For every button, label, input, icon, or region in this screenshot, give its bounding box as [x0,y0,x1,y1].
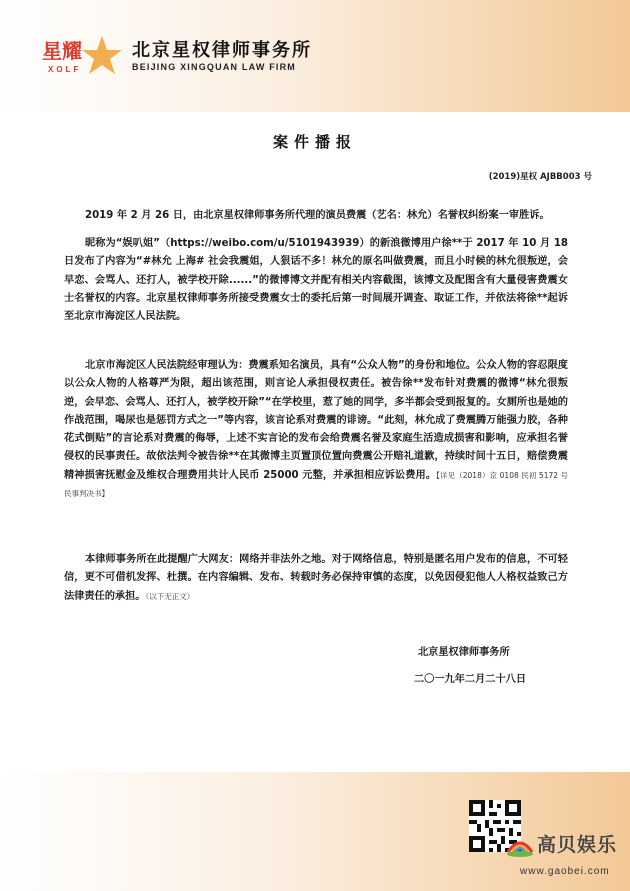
paragraph-text: 本律师事务所在此提醒广大网友：网络并非法外之地。对于网络信息，特别是匿名用户发布的信息，不可轻信，更不可借机发挥、杜撰。在内容编辑、发布、转载时务必保持审慎的态度，以免因侵犯他人人格权益致己方法律责任的承担。 [64,554,568,602]
paragraph-text: 昵称为“娱叭姐”（https://weibo.com/u/5101943939）的新浪微博用户徐**于 2017 年 10 月 18 日发布了内容为“#林允 上海# 社会我震姐，人狠话不多！林允的原名叫做费震，而且小时候的林允很叛逆，会早恋、会骂人、还打人，被学校开除......”的微博博文并配有相关内容截图，该博文及配图含有大量侵害费震女士名誉权的内容。北京星权律师事务所接受费震女士的委托后第一时间展开调查、取证工作，并依法将徐**起诉至北京市海淀区人民法院。 [64,238,568,323]
logo-text: 星耀 [42,39,82,63]
logo-subtext: XOLF [48,65,82,74]
firm-logo [40,34,124,78]
paragraph-summary [64,207,568,225]
paragraph-text: 2019 年 2 月 26 日，由北京星权律师事务所代理的演员费震（艺名：林允）名誉权纠纷案一审胜诉。 [85,210,550,221]
watermark-logo-icon [505,832,535,858]
firm-name: 北京星权律师事务所 [132,40,312,61]
paragraph-judgment [64,357,568,503]
paragraph-text: 北京市海淀区人民法院经审理认为：费震系知名演员，具有“公众人物”的身份和地位。公众人物的容忍限度以公众人物的人格尊严为限，超出该范围，则言论人承担侵权责任。被告徐**发布针对费震的微博“林允很叛逆，会早恋、会骂人、还打人，被学校开除”“在学校里，惹了她的同学，多半都会受到报复的。女厕所也是她的作战范围，喝尿也是惩罚方式之一”等内容，该言论系对费震的诽谤。“此刻，林允成了费震腾万能强力胶，各种花式倒贴”的言论系对费震的侮辱，上述不实言论的发布会给费震名誉及家庭生活造成损害和影响，应承担名誉侵权的民事责任。故依法判令被告徐**在其微博主页置顶位置向费震公开赔礼道歉，持续时间十五日，赔偿费震精神损害抚慰金及维权合理费用共计人民币 25000 元整，并承担相应诉讼费用。 [64,360,568,481]
paragraph-background [64,235,568,326]
judgment-reference: 【详见（2018）京 0108 民初 5172 号民事判决书】 [64,470,568,499]
case-number: (2019)星权 AJBB003 号 [488,172,592,182]
firm-name-en: BEIJING XINGQUAN LAW FIRM [132,62,297,72]
signature-firm: 北京星权律师事务所 [418,647,510,658]
document-title: 案件播报 [272,133,357,151]
paragraph-reminder [64,551,568,606]
watermark-brand: 高贝娱乐 [537,834,618,856]
end-note: （以下无正文） [145,591,195,601]
signature-date: 二〇一九年二月二十八日 [414,674,527,685]
watermark-url: www.gaobei.com [520,866,610,877]
